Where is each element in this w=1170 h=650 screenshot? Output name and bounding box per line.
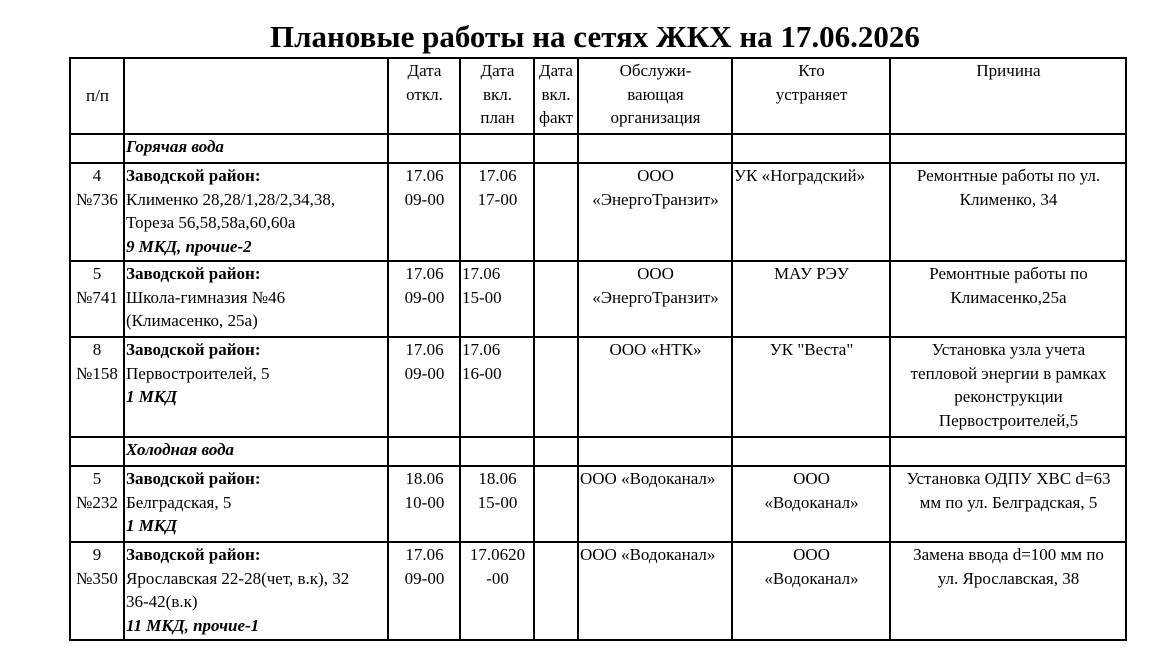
page-title: Плановые работы на сетях ЖКХ на 17.06.2026 bbox=[270, 19, 920, 54]
who-cell bbox=[732, 466, 890, 542]
date-off-line: 09-00 bbox=[404, 189, 445, 209]
who-line: ООО bbox=[793, 469, 830, 488]
date-plan-cell bbox=[460, 466, 534, 542]
table-row bbox=[70, 337, 1126, 437]
date-fact-cell bbox=[534, 542, 578, 640]
address-line: Ярославская 22-28(чет, в.к), 32 bbox=[126, 568, 350, 588]
building-count-note: 1 МКД bbox=[126, 516, 178, 535]
row-id: №736 bbox=[76, 189, 118, 209]
section-title: Холодная вода bbox=[126, 440, 235, 459]
date-plan-cell bbox=[460, 163, 534, 261]
header-date-off-line: откл. bbox=[406, 84, 443, 104]
date-off-line: 09-00 bbox=[404, 568, 445, 588]
who-cell bbox=[732, 337, 890, 437]
row-id: №232 bbox=[76, 492, 118, 512]
row-number: 9 bbox=[92, 545, 102, 564]
reason-cell bbox=[890, 261, 1126, 337]
section-empty-cell bbox=[534, 134, 578, 163]
address-line: Клименко 28,28/1,28/2,34,38, bbox=[126, 189, 336, 209]
reason-line: тепловой энергии в рамках bbox=[910, 363, 1107, 383]
section-empty-cell bbox=[732, 437, 890, 466]
reason-cell bbox=[890, 466, 1126, 542]
header-reason-label: Причина bbox=[976, 61, 1041, 80]
date-plan-line: 16-00 bbox=[462, 363, 502, 383]
date-off-line: 17.06 bbox=[405, 545, 444, 564]
address-line: 36-42(в.к) bbox=[126, 592, 198, 611]
org-cell bbox=[578, 261, 732, 337]
header-date-plan-line: вкл. bbox=[482, 84, 513, 104]
date-fact-cell bbox=[534, 163, 578, 261]
reason-line: Установка узла учета bbox=[931, 340, 1086, 359]
header-who bbox=[732, 58, 890, 134]
section-empty-cell bbox=[732, 134, 890, 163]
date-off-cell bbox=[388, 163, 460, 261]
header-date-plan-line: план bbox=[480, 108, 515, 127]
section-num-cell bbox=[70, 134, 124, 163]
org-line: «ЭнергоТранзит» bbox=[592, 189, 719, 209]
date-off-cell bbox=[388, 466, 460, 542]
address-cell bbox=[124, 337, 388, 437]
who-line: ООО bbox=[793, 545, 830, 564]
row-id: №741 bbox=[76, 287, 118, 307]
header-who-line: устраняет bbox=[775, 84, 848, 104]
header-row bbox=[70, 58, 1126, 134]
date-off-line: 18.06 bbox=[405, 469, 444, 488]
org-line: ООО bbox=[637, 166, 674, 185]
date-off-line: 10-00 bbox=[404, 492, 445, 512]
who-line: УК "Веста" bbox=[769, 340, 854, 359]
reason-cell bbox=[890, 163, 1126, 261]
district-label: Заводской район: bbox=[126, 469, 261, 488]
date-off-line: 09-00 bbox=[404, 287, 445, 307]
header-date-fact bbox=[534, 58, 578, 134]
org-cell bbox=[578, 466, 732, 542]
building-count-note: 11 МКД, прочие-1 bbox=[126, 615, 260, 635]
date-plan-line: 17.06 bbox=[462, 264, 501, 283]
row-number-cell bbox=[70, 466, 124, 542]
section-row bbox=[70, 437, 1126, 466]
date-plan-cell bbox=[460, 542, 534, 640]
header-date-off bbox=[388, 58, 460, 134]
date-plan-cell bbox=[460, 261, 534, 337]
date-plan-line: 17.06 bbox=[462, 340, 501, 359]
section-num-cell bbox=[70, 437, 124, 466]
address-line: Белградская, 5 bbox=[126, 492, 232, 512]
district-label: Заводской район: bbox=[126, 166, 261, 185]
date-off-line: 09-00 bbox=[404, 363, 445, 383]
header-num bbox=[70, 58, 124, 134]
header-org-line: вающая bbox=[627, 84, 684, 104]
date-plan-line: 17-00 bbox=[477, 189, 518, 209]
district-label: Заводской район: bbox=[126, 264, 261, 283]
header-date-fact-line: вкл. bbox=[541, 84, 571, 104]
who-cell bbox=[732, 542, 890, 640]
section-empty-cell bbox=[460, 437, 534, 466]
address-cell bbox=[124, 466, 388, 542]
section-empty-cell bbox=[578, 134, 732, 163]
reason-line: Ремонтные работы по bbox=[929, 264, 1088, 283]
date-off-cell bbox=[388, 542, 460, 640]
row-id: №158 bbox=[76, 363, 118, 383]
org-line: ООО «Водоканал» bbox=[580, 545, 716, 564]
row-number-cell bbox=[70, 542, 124, 640]
header-num-label: п/п bbox=[86, 86, 109, 106]
date-off-line: 17.06 bbox=[405, 340, 444, 359]
date-fact-cell bbox=[534, 466, 578, 542]
address-line: Школа-гимназия №46 bbox=[126, 287, 286, 307]
address-line: Первостроителей, 5 bbox=[126, 363, 270, 383]
header-org bbox=[578, 58, 732, 134]
building-count-note: 1 МКД bbox=[126, 387, 178, 406]
row-number: 5 bbox=[92, 264, 102, 283]
address-cell bbox=[124, 542, 388, 640]
reason-line: Установка ОДПУ ХВС d=63 bbox=[906, 469, 1111, 488]
date-plan-line: 17.06 bbox=[478, 166, 517, 185]
section-empty-cell bbox=[578, 437, 732, 466]
who-line: УК «Ноградский» bbox=[734, 166, 866, 185]
district-label: Заводской район: bbox=[126, 545, 261, 564]
table-row bbox=[70, 261, 1126, 337]
table-row bbox=[70, 542, 1126, 640]
row-number-cell bbox=[70, 337, 124, 437]
reason-line: Замена ввода d=100 мм по bbox=[913, 545, 1104, 564]
reason-line: Климасенко,25а bbox=[950, 287, 1067, 307]
section-name-cell bbox=[124, 134, 388, 163]
row-number: 8 bbox=[92, 340, 102, 359]
org-cell bbox=[578, 337, 732, 437]
reason-line: Ремонтные работы по ул. bbox=[916, 166, 1101, 185]
date-fact-cell bbox=[534, 261, 578, 337]
org-line: ООО «НТК» bbox=[609, 340, 702, 359]
section-empty-cell bbox=[388, 134, 460, 163]
reason-cell bbox=[890, 337, 1126, 437]
date-off-cell bbox=[388, 261, 460, 337]
header-org-line: организация bbox=[610, 108, 701, 127]
org-line: «ЭнергоТранзит» bbox=[592, 287, 719, 307]
date-plan-line: 17.0620 bbox=[469, 545, 526, 564]
row-id: №350 bbox=[76, 568, 118, 588]
header-address bbox=[124, 58, 388, 134]
reason-line: мм по ул. Белградская, 5 bbox=[919, 492, 1098, 512]
header-who-line: Кто bbox=[798, 61, 825, 80]
header-date-off-line: Дата bbox=[407, 61, 442, 80]
section-name-cell bbox=[124, 437, 388, 466]
section-empty-cell bbox=[534, 437, 578, 466]
row-number-cell bbox=[70, 261, 124, 337]
date-plan-line: 18.06 bbox=[478, 469, 517, 488]
who-line: «Водоканал» bbox=[764, 492, 859, 512]
table-row bbox=[70, 466, 1126, 542]
reason-line: Клименко, 34 bbox=[959, 189, 1058, 209]
row-number: 4 bbox=[92, 166, 102, 185]
header-reason bbox=[890, 58, 1126, 134]
header-date-plan bbox=[460, 58, 534, 134]
date-plan-line: 15-00 bbox=[477, 492, 518, 512]
section-empty-cell bbox=[890, 134, 1126, 163]
header-org-line: Обслужи- bbox=[619, 61, 692, 80]
section-empty-cell bbox=[890, 437, 1126, 466]
section-title: Горячая вода bbox=[126, 137, 224, 156]
reason-line: ул. Ярославская, 38 bbox=[937, 568, 1080, 588]
date-fact-cell bbox=[534, 337, 578, 437]
section-empty-cell bbox=[388, 437, 460, 466]
date-off-line: 17.06 bbox=[405, 166, 444, 185]
reason-line: Первостроителей,5 bbox=[938, 410, 1079, 430]
address-line: (Климасенко, 25а) bbox=[126, 311, 258, 330]
row-number: 5 bbox=[92, 469, 102, 488]
who-line: МАУ РЭУ bbox=[774, 264, 849, 283]
header-date-plan-line: Дата bbox=[480, 61, 515, 80]
address-cell bbox=[124, 163, 388, 261]
reason-line: реконструкции bbox=[954, 387, 1063, 406]
district-label: Заводской район: bbox=[126, 340, 261, 359]
header-date-fact-line: Дата bbox=[539, 61, 573, 80]
date-plan-line: 15-00 bbox=[462, 287, 502, 307]
org-cell bbox=[578, 163, 732, 261]
org-line: ООО bbox=[637, 264, 674, 283]
who-cell bbox=[732, 261, 890, 337]
section-row bbox=[70, 134, 1126, 163]
header-date-fact-line: факт bbox=[538, 108, 574, 127]
address-line: Тореза 56,58,58а,60,60а bbox=[126, 213, 296, 232]
building-count-note: 9 МКД, прочие-2 bbox=[126, 236, 252, 256]
table-row bbox=[70, 163, 1126, 261]
org-line: ООО «Водоканал» bbox=[580, 469, 716, 488]
date-plan-line: -00 bbox=[486, 568, 509, 588]
date-plan-cell bbox=[460, 337, 534, 437]
reason-cell bbox=[890, 542, 1126, 640]
date-off-cell bbox=[388, 337, 460, 437]
date-off-line: 17.06 bbox=[405, 264, 444, 283]
org-cell bbox=[578, 542, 732, 640]
works-table bbox=[69, 57, 1127, 641]
who-cell bbox=[732, 163, 890, 261]
who-line: «Водоканал» bbox=[764, 568, 859, 588]
section-empty-cell bbox=[460, 134, 534, 163]
address-cell bbox=[124, 261, 388, 337]
row-number-cell bbox=[70, 163, 124, 261]
